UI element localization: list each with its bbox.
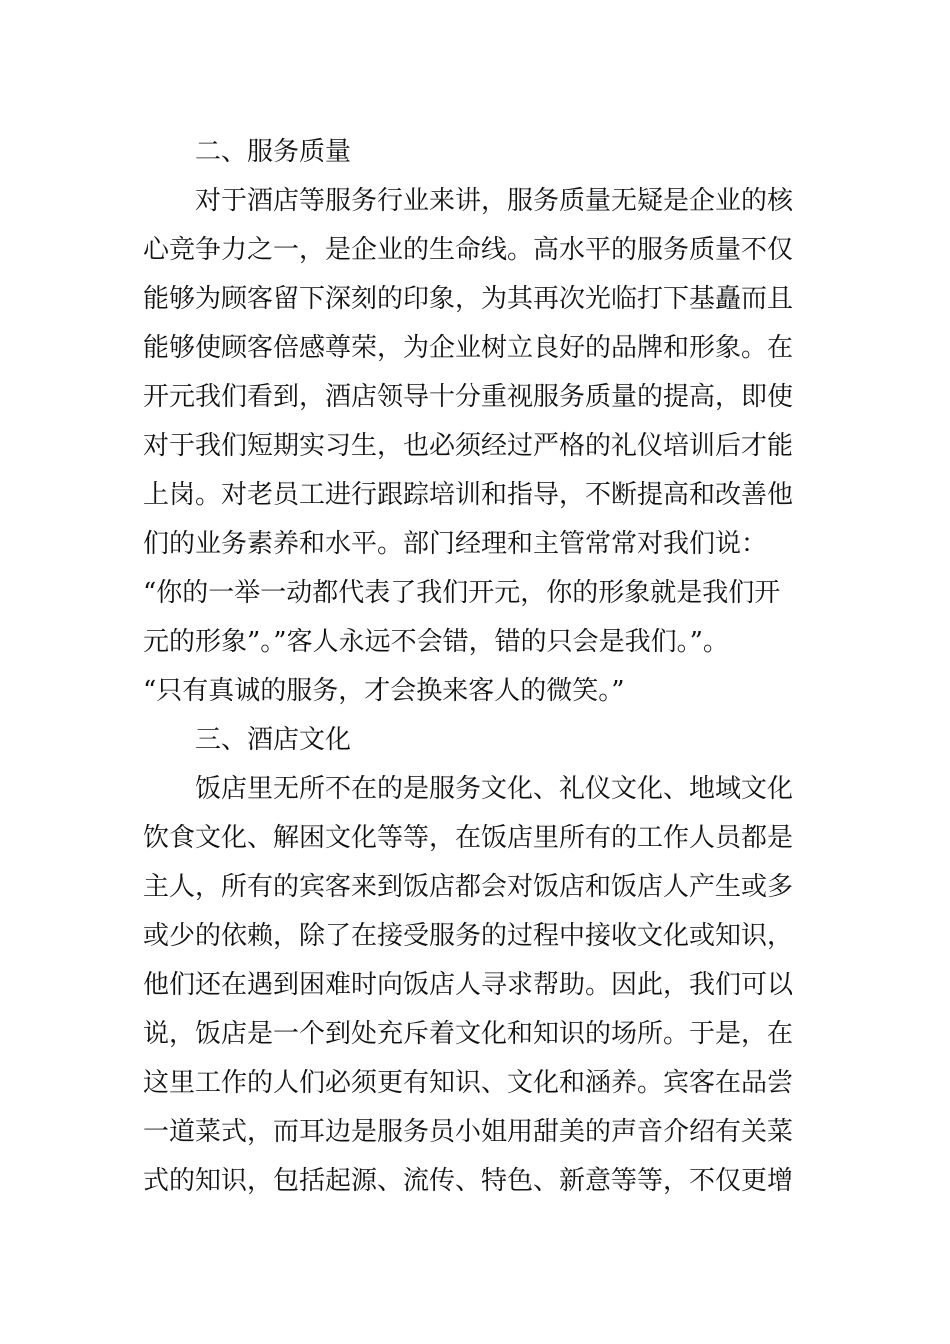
paragraph-line: 们的业务素养和水平。部门经理和主管常常对我们说： bbox=[143, 529, 768, 559]
paragraph-line: 这里工作的人们必须更有知识、文化和涵养。宾客在品尝 bbox=[143, 1068, 794, 1098]
paragraph-line: 他们还在遇到困难时向饭店人寻求帮助。因此，我们可以 bbox=[143, 970, 794, 1000]
section-heading-hotel-culture: 三、酒店文化 bbox=[195, 725, 352, 755]
paragraph-line: “你的一举一动都代表了我们开元，你的形象就是我们开 bbox=[143, 578, 781, 608]
paragraph-line: 能够使顾客倍感尊荣，为企业树立良好的品牌和形象。在 bbox=[143, 333, 794, 363]
paragraph-line: 上岗。对老员工进行跟踪培训和指导，不断提高和改善他 bbox=[143, 480, 794, 510]
paragraph-line: “只有真诚的服务，才会换来客人的微笑。” bbox=[143, 676, 625, 706]
paragraph-line: 或少的依赖，除了在接受服务的过程中接收文化或知识， bbox=[143, 921, 794, 951]
paragraph-line: 主人，所有的宾客来到饭店都会对饭店和饭店人产生或多 bbox=[143, 872, 794, 902]
paragraph-line: 式的知识，包括起源、流传、特色、新意等等，不仅更增 bbox=[143, 1166, 794, 1196]
section-heading-service-quality: 二、服务质量 bbox=[195, 137, 352, 167]
paragraph-line: 开元我们看到，酒店领导十分重视服务质量的提高，即使 bbox=[143, 382, 794, 412]
paragraph-line: 对于我们短期实习生，也必须经过严格的礼仪培训后才能 bbox=[143, 431, 794, 461]
document-page bbox=[143, 128, 807, 1206]
paragraph-line: 能够为顾客留下深刻的印象，为其再次光临打下基矗而且 bbox=[143, 284, 794, 314]
paragraph-line: 心竞争力之一，是企业的生命线。高水平的服务质量不仅 bbox=[143, 235, 794, 265]
paragraph-line: 元的形象”。”客人永远不会错，错的只会是我们。”。 bbox=[143, 627, 729, 657]
paragraph-line: 对于酒店等服务行业来讲，服务质量无疑是企业的核 bbox=[195, 186, 794, 216]
paragraph-line: 饭店里无所不在的是服务文化、礼仪文化、地域文化 bbox=[195, 774, 794, 804]
paragraph-line: 说，饭店是一个到处充斥着文化和知识的场所。于是，在 bbox=[143, 1019, 794, 1049]
paragraph-line: 一道菜式，而耳边是服务员小姐用甜美的声音介绍有关菜 bbox=[143, 1117, 794, 1147]
paragraph-line: 饮食文化、解困文化等等，在饭店里所有的工作人员都是 bbox=[143, 823, 794, 853]
